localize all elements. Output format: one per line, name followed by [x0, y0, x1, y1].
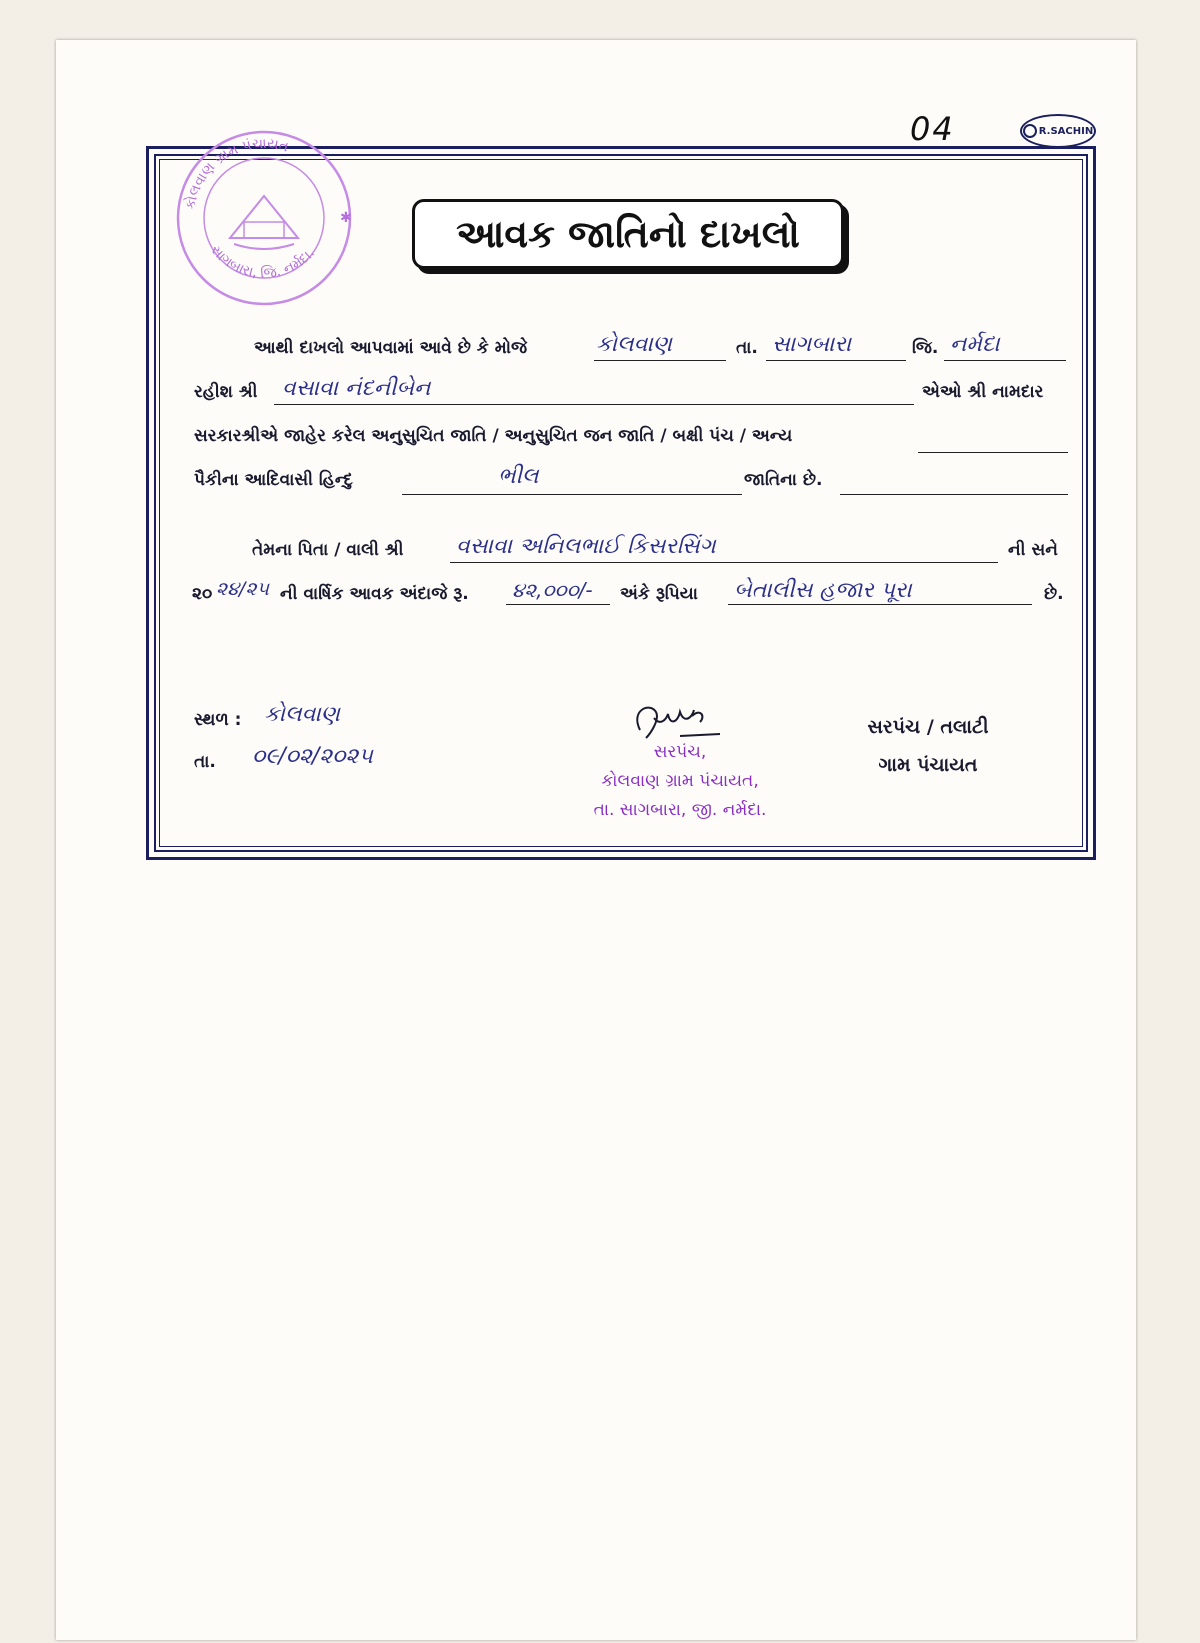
line4-prefix: પૈકીના આદિવાસી હિન્દુ	[194, 470, 353, 490]
date-value: ૦૯/૦૨/૨૦૨૫	[252, 744, 373, 769]
district-underline	[944, 360, 1066, 361]
year-label: ની સને	[1008, 540, 1058, 560]
stamp-top-text: કોલવાણ ગ્રામ પંચાયત	[182, 135, 291, 211]
other-underline	[918, 452, 1068, 453]
brand-logo	[1020, 114, 1096, 148]
place-label: સ્થળ :	[194, 710, 242, 730]
words-underline	[728, 604, 1032, 605]
father-label: તેમના પિતા / વાલી શ્રી	[252, 540, 404, 560]
income-label: ની વાર્ષિક આવક અંદાજે રૂ.	[280, 584, 469, 604]
line1-prefix: આથી દાખલો આપવામાં આવે છે કે મોજે	[254, 338, 528, 358]
taluka-value: સાગબારા	[772, 332, 852, 357]
village-underline	[594, 360, 726, 361]
category-text: સરકારશ્રીએ જાહેર કરેલ અનુસુચિત જાતિ / અનુસુચિત જન જાતિ / બક્ષી પંચ / અન્ય	[194, 426, 793, 446]
authority-block	[838, 708, 1018, 784]
name-underline	[274, 404, 914, 405]
certificate-title: આવક જાતિનો દાખલો	[456, 211, 800, 256]
resident-name: વસાવા નંદનીબેન	[282, 376, 431, 401]
taluka-label: તા.	[736, 338, 758, 358]
sarpanch-stamp	[560, 700, 800, 825]
income-amount: ૪૨,૦૦૦/-	[512, 578, 593, 602]
stamp-line-3: તા. સાગબારા, જી. નર્મદા.	[593, 800, 767, 820]
taluka-underline	[766, 360, 906, 361]
place-value: કોલવાણ	[264, 702, 340, 727]
income-words: બેતાલીસ હજાર પૂરા	[734, 578, 912, 603]
father-underline	[450, 562, 998, 563]
caste-extra-underline	[840, 494, 1068, 495]
line6-end: છે.	[1044, 584, 1064, 604]
svg-text:કોલવાણ ગ્રામ પંચાયત	[181, 136, 290, 211]
amount-underline	[506, 604, 610, 605]
serial-number: 04	[910, 110, 955, 148]
authority-line-2: ગામ પંચાયત	[878, 754, 978, 776]
resident-label: રહીશ શ્રી	[194, 382, 258, 402]
stamp-line-2: કોલવાણ ગ્રામ પંચાયત,	[601, 771, 759, 791]
honorific-text: એઓ શ્રી નામદાર	[922, 382, 1044, 402]
brand-logo-icon	[1023, 124, 1037, 138]
caste-underline	[402, 494, 742, 495]
date-label: તા.	[194, 752, 216, 772]
year-prefix: ૨૦	[192, 584, 213, 604]
stamp-line-1: સરપંચ,	[653, 742, 707, 762]
year-value: ૨૪/૨૫	[216, 578, 269, 600]
village-value: કોલવાણ	[596, 332, 672, 357]
caste-value: ભીલ	[498, 464, 539, 489]
title-box	[412, 199, 844, 269]
district-value: નર્મદા	[950, 332, 1000, 357]
brand-name: R.SACHIN	[1038, 125, 1094, 137]
panchayat-round-stamp	[172, 126, 356, 310]
stamp-bottom-text: સાગબારા, જિ. નર્મદા.	[207, 242, 318, 282]
words-label: અંકે રૂપિયા	[620, 584, 698, 604]
father-name: વસાવા અનિલભાઈ કિસરસિંગ	[456, 534, 716, 559]
line4-suffix: જાતિના છે.	[744, 470, 823, 490]
stamp-star-icon: ✱	[340, 210, 352, 226]
district-label: જિ.	[912, 338, 939, 358]
authority-line-1: સરપંચ / તલાટી	[867, 716, 989, 738]
